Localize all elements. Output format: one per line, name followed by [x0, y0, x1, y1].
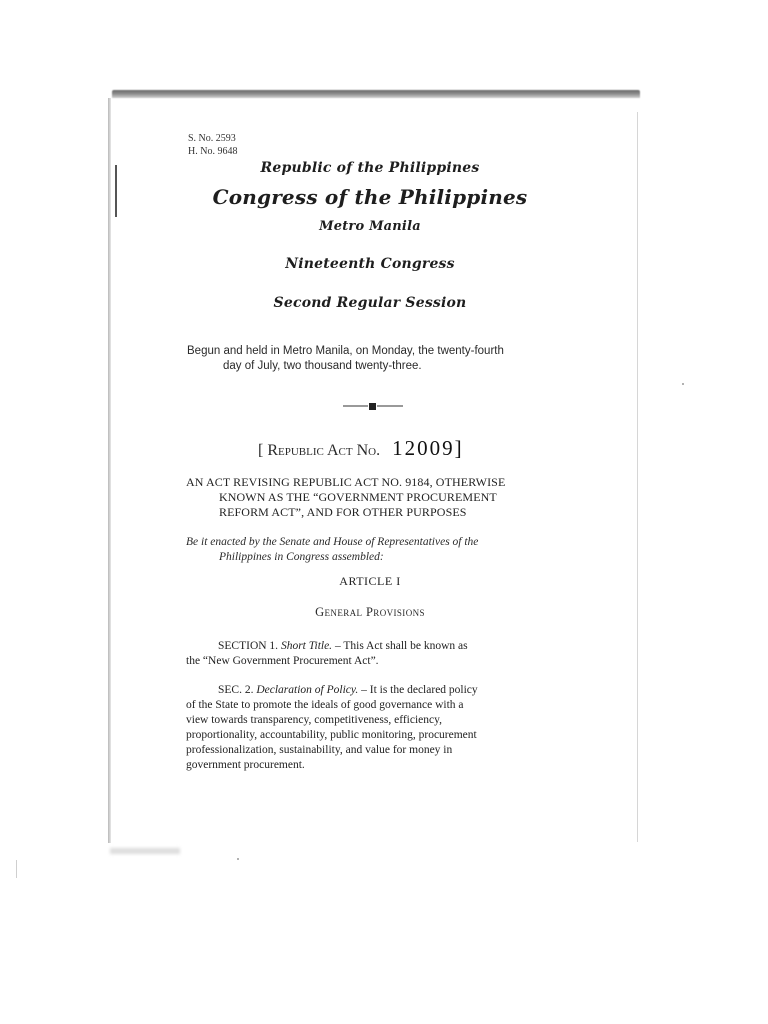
session-date-text	[187, 344, 567, 374]
section-2-label: SEC. 2.	[218, 684, 254, 696]
scan-left-edge	[108, 98, 111, 843]
bill-numbers	[188, 132, 237, 158]
section-2-heading: Declaration of Policy.	[256, 684, 359, 696]
section-1-line	[186, 639, 560, 654]
section-2-line: of the State to promote the ideals of good governance with a	[186, 699, 464, 711]
enacting-clause-line: Be it enacted by the Senate and House of Representatives of the	[186, 536, 479, 548]
scan-top-edge	[112, 90, 640, 98]
section-1-line: the “New Government Procurement Act”.	[186, 655, 379, 667]
session-date-line: Begun and held in Metro Manila, on Monday, the twenty-fourth	[187, 345, 504, 357]
house-bill-number: H. No. 9648	[188, 146, 238, 157]
enacting-clause-line: Philippines in Congress assembled:	[219, 551, 384, 563]
congress-number-heading: Nineteenth Congress	[285, 256, 455, 272]
article-number: ARTICLE I	[339, 574, 401, 588]
republic-act-label: [ Republic Act No.	[258, 442, 381, 459]
republic-heading: Republic of the Philippines	[260, 160, 480, 176]
scan-page-edge	[16, 860, 17, 878]
article-title: General Provisions	[315, 605, 425, 619]
section-1-text: – This Act shall be known as	[332, 640, 468, 652]
act-title	[186, 475, 576, 520]
section-2-line	[186, 683, 560, 698]
republic-act-number-line	[258, 436, 464, 461]
session-heading: Second Regular Session	[273, 295, 467, 311]
section-2-line: government procurement.	[186, 759, 305, 771]
section-2	[186, 683, 560, 773]
scan-speck	[237, 858, 239, 860]
section-1	[186, 639, 560, 669]
act-title-line: REFORM ACT”, AND FOR OTHER PURPOSES	[219, 505, 467, 519]
section-1-label: SECTION 1.	[218, 640, 279, 652]
enacting-clause	[186, 535, 576, 565]
act-title-line: KNOWN AS THE “GOVERNMENT PROCUREMENT	[219, 490, 497, 504]
scan-left-mark	[115, 165, 117, 217]
scan-right-edge	[637, 112, 638, 842]
senate-bill-number: S. No. 2593	[188, 133, 236, 144]
section-2-line: professionalization, sustainability, and value for money in	[186, 744, 453, 756]
location-heading: Metro Manila	[319, 219, 421, 234]
scan-bottom-smudge	[110, 848, 180, 854]
session-date-line: day of July, two thousand twenty-three.	[223, 360, 422, 372]
congress-heading: Congress of the Philippines	[212, 185, 528, 209]
ornament-divider	[343, 401, 403, 411]
section-2-text: – It is the declared policy	[358, 684, 478, 696]
section-1-heading: Short Title.	[280, 640, 333, 652]
act-title-line: AN ACT REVISING REPUBLIC ACT NO. 9184, OTHERWISE	[186, 475, 506, 489]
section-2-line: proportionality, accountability, public monitoring, procurement	[186, 729, 477, 741]
republic-act-number: 12009]	[392, 436, 464, 460]
scan-speck	[682, 383, 684, 385]
section-2-line: view towards transparency, competitiveness, efficiency,	[186, 714, 442, 726]
